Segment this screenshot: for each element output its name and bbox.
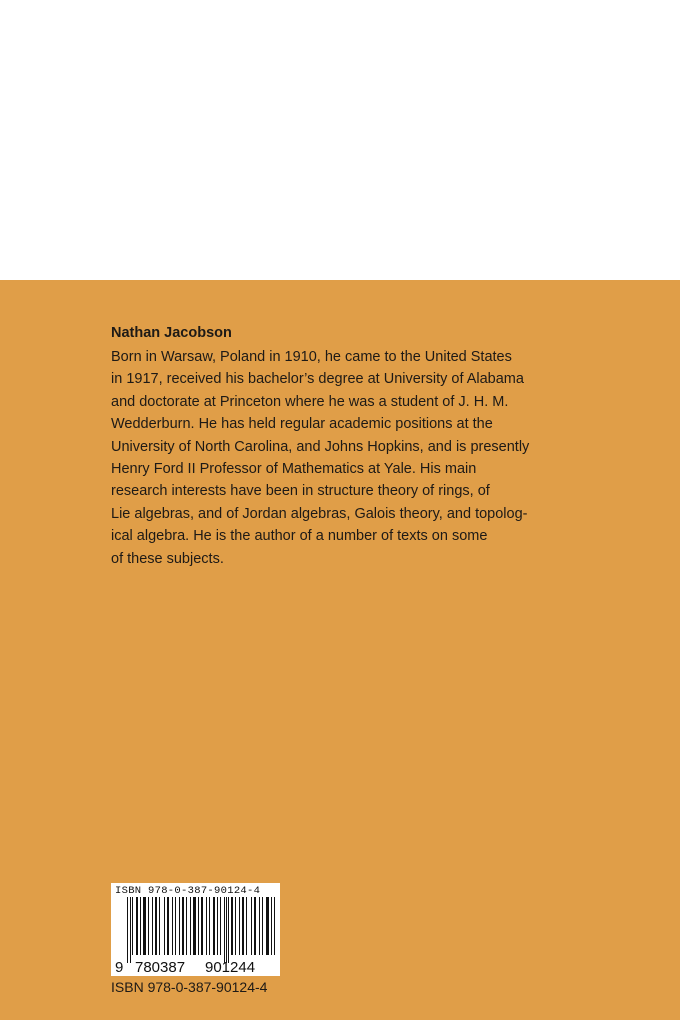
barcode-bar (262, 897, 263, 955)
barcode-bar (182, 897, 184, 955)
barcode-bar (136, 897, 138, 955)
barcode-bar (217, 897, 218, 955)
barcode-bar (164, 897, 165, 955)
bio-line: University of North Carolina, and Johns Hopkins, and is presently (111, 438, 530, 455)
barcode-bar (198, 897, 199, 955)
bio-line: Henry Ford II Professor of Mathematics at Yale. His main (111, 461, 477, 478)
bio-line: and doctorate at Princeton where he was a student of J. H. M. (111, 393, 509, 410)
barcode (111, 883, 280, 976)
barcode-bar (155, 897, 157, 955)
bio-line: of these subjects. (111, 550, 224, 567)
barcode-guard-bar (127, 897, 128, 963)
isbn-text: ISBN 978-0-387-90124-4 (111, 979, 268, 995)
barcode-bar (220, 897, 221, 955)
barcode-bar (190, 897, 191, 955)
bio-line: Lie algebras, and of Jordan algebras, Galois theory, and topolog- (111, 505, 528, 522)
bio-line: research interests have been in structure theory of rings, of (111, 483, 490, 500)
cover-top-blank (0, 0, 680, 280)
barcode-bar (172, 897, 173, 955)
barcode-bar (175, 897, 176, 955)
barcode-bar (231, 897, 233, 955)
barcode-bar (235, 897, 236, 955)
barcode-digit-left: 780387 (135, 959, 186, 976)
bio-line: Born in Warsaw, Poland in 1910, he came to the United States (111, 349, 512, 365)
barcode-bar (143, 897, 146, 955)
barcode-top-label: ISBN 978-0-387-90124-4 (115, 885, 261, 897)
barcode-bar (213, 897, 215, 955)
bio-paragraph (111, 346, 591, 570)
barcode-bar (148, 897, 149, 955)
barcode-bar (152, 897, 153, 955)
barcode-bar (193, 897, 196, 955)
barcode-bars (127, 897, 275, 963)
barcode-guard-bar (130, 897, 131, 963)
bio-line: in 1917, received his bachelor’s degree at University of Alabama (111, 371, 524, 388)
barcode-bar (239, 897, 240, 955)
barcode-bar (140, 897, 141, 955)
barcode-bar (132, 897, 133, 955)
barcode-bar (271, 897, 272, 955)
barcode-graphic (111, 883, 280, 976)
barcode-bar (167, 897, 169, 955)
barcode-bar (179, 897, 180, 955)
barcode-bar (201, 897, 203, 955)
author-bio (111, 322, 591, 570)
barcode-bar (209, 897, 210, 955)
barcode-guard-bar (224, 897, 225, 963)
barcode-guard-bar (226, 897, 227, 963)
barcode-digit-lead: 9 (115, 959, 124, 976)
bio-line: Wedderburn. He has held regular academic positions at the (111, 416, 493, 433)
barcode-bar (266, 897, 269, 955)
barcode-bar (242, 897, 244, 955)
barcode-bar (159, 897, 160, 955)
barcode-bar (206, 897, 207, 955)
barcode-guard-bar (228, 897, 229, 963)
barcode-digit-right: 901244 (205, 959, 256, 976)
barcode-bar (274, 897, 275, 955)
bio-line: ical algebra. He is the author of a number of texts on some (111, 528, 488, 545)
barcode-bar (259, 897, 260, 955)
barcode-bar (254, 897, 256, 955)
author-name: Nathan Jacobson (111, 325, 232, 341)
barcode-bar (186, 897, 187, 955)
barcode-bar (246, 897, 247, 955)
barcode-bar (251, 897, 252, 955)
